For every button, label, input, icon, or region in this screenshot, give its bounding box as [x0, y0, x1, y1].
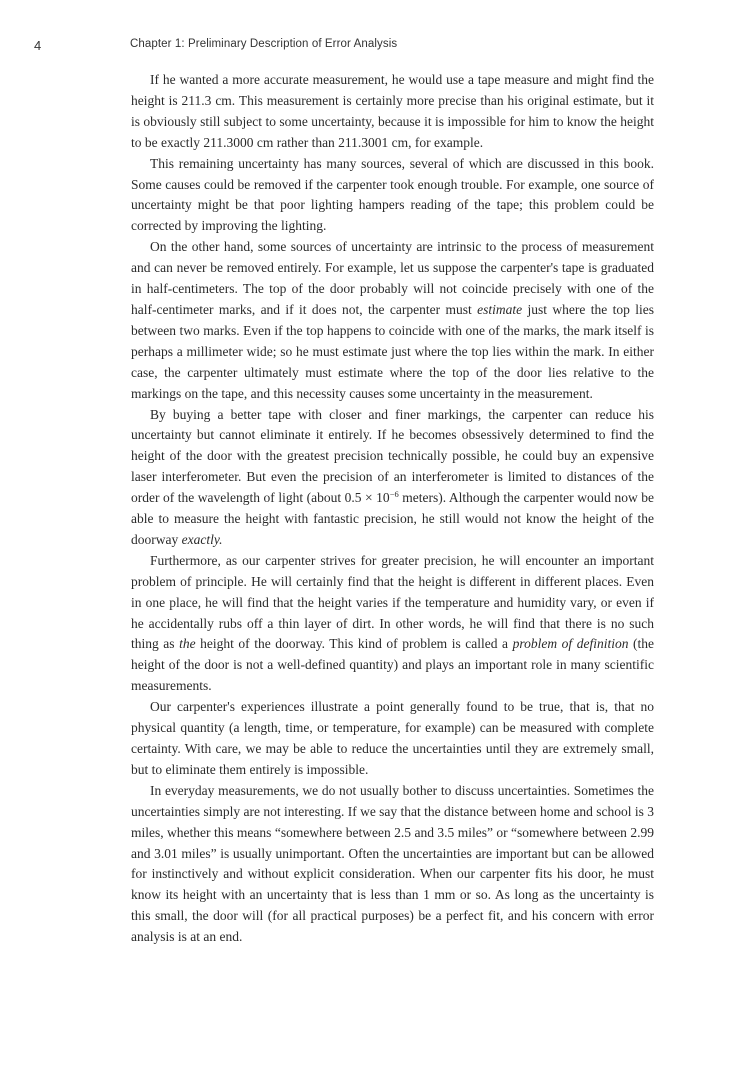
paragraph-6: Our carpenter's experiences illustrate a point generally found to be true, that is, that no physical quantity (a length, time, or temperature, for example) can be measured with complete certainty. With care, we may be able to reduce the uncertainties until they are extremely small, but to eliminate them entirely is impossible.	[131, 699, 654, 777]
page-number: 4	[34, 38, 42, 53]
wavelength-value: 0.5 × 10	[344, 490, 390, 506]
emphasis-estimate: estimate	[477, 301, 523, 317]
paragraph-4-text-a: By buying a better tape with closer and finer markings, the carpenter can reduce his uncertainty but cannot eliminate it entirely. If he becomes obsessively determined to find the height of the door with the greatest precision technically possible, he could buy an expensive laser interferometer. But even the precision of an interferometer is limited to distances of the order of the wavelength of light (about	[131, 406, 654, 506]
paragraph-4-text-b: meters). Although the carpenter would now be able to measure the height with fantastic precision, he still would not know the height of the doorway	[131, 490, 654, 547]
wavelength-exponent: −6	[389, 489, 399, 500]
body-text	[131, 70, 654, 948]
paragraph-1: If he wanted a more accurate measurement, he would use a tape measure and might find the height is 211.3 cm. This measurement is certainly more precise than his original estimate, but it is obviously still subject to some uncertainty, because it is impossible for him to know the height to be exactly 211.3000 cm rather than 211.3001 cm, for example.	[131, 72, 654, 150]
paragraph-5-text-c: (the height of the door is not a well-defined quantity) and plays an important role in many scientific measurements.	[131, 636, 654, 694]
paragraph-3	[131, 237, 654, 404]
paragraph-5-text-b: height of the doorway. This kind of problem is called a	[195, 636, 513, 652]
paragraph-5	[131, 551, 654, 697]
emphasis-the: the	[179, 636, 196, 652]
paragraph-7: In everyday measurements, we do not usually bother to discuss uncertainties. Sometimes the uncertainties simply are not interesting. If we say that the distance between home and school is 3 miles, whether this means “somewhere between 2.5 and 3.5 miles” or “somewhere between 2.99 and 3.01 miles” is usually unimportant. Often the uncertainties are important but can be allowed for instinctively and without explicit consideration. When our carpenter fits his door, he must know its height with an uncertainty that is less than 1 mm or so. As long as the uncertainty is this small, the door will (for all practical purposes) be a perfect fit, and his concern with error analysis is at an end.	[131, 782, 654, 945]
emphasis-exactly: exactly.	[181, 531, 223, 547]
paragraph-3-text-a: On the other hand, some sources of uncertainty are intrinsic to the process of measurement and can never be removed entirely. For example, let us suppose the carpenter's tape is graduated in half-centimeters. The top of the door probably will not coincide precisely with one of the half-centimeter marks, and if it does not, the carpenter must	[131, 239, 654, 317]
running-head: Chapter 1: Preliminary Description of Error Analysis	[130, 38, 398, 50]
paragraph-5-text-a: Furthermore, as our carpenter strives for greater precision, he will encounter an important problem of principle. He will certainly find that the height is different in different places. Even in one place, he will find that the height varies if the temperature and humidity vary, or even if he accidentally rubs off a thin layer of dirt. In other words, he will find that there is no such thing as	[131, 552, 654, 652]
paragraph-3-text-b: just where the top lies between two marks. Even if the top happens to coincide with one of the marks, the mark itself is perhaps a millimeter wide; so he must estimate just where the top lies within the mark. In either case, the carpenter ultimately must estimate where the top of the door lies relative to the markings on the tape, and this necessity causes some uncertainty in the measurement.	[131, 301, 654, 401]
paragraph-2: This remaining uncertainty has many sources, several of which are discussed in this book. Some causes could be removed if the carpenter took enough trouble. For example, one source of uncertainty might be that poor lighting hampers reading of the tape; this problem could be corrected by improving the lighting.	[131, 155, 654, 234]
emphasis-problem-of-definition: problem of definition	[512, 636, 629, 652]
paragraph-4	[131, 405, 654, 551]
